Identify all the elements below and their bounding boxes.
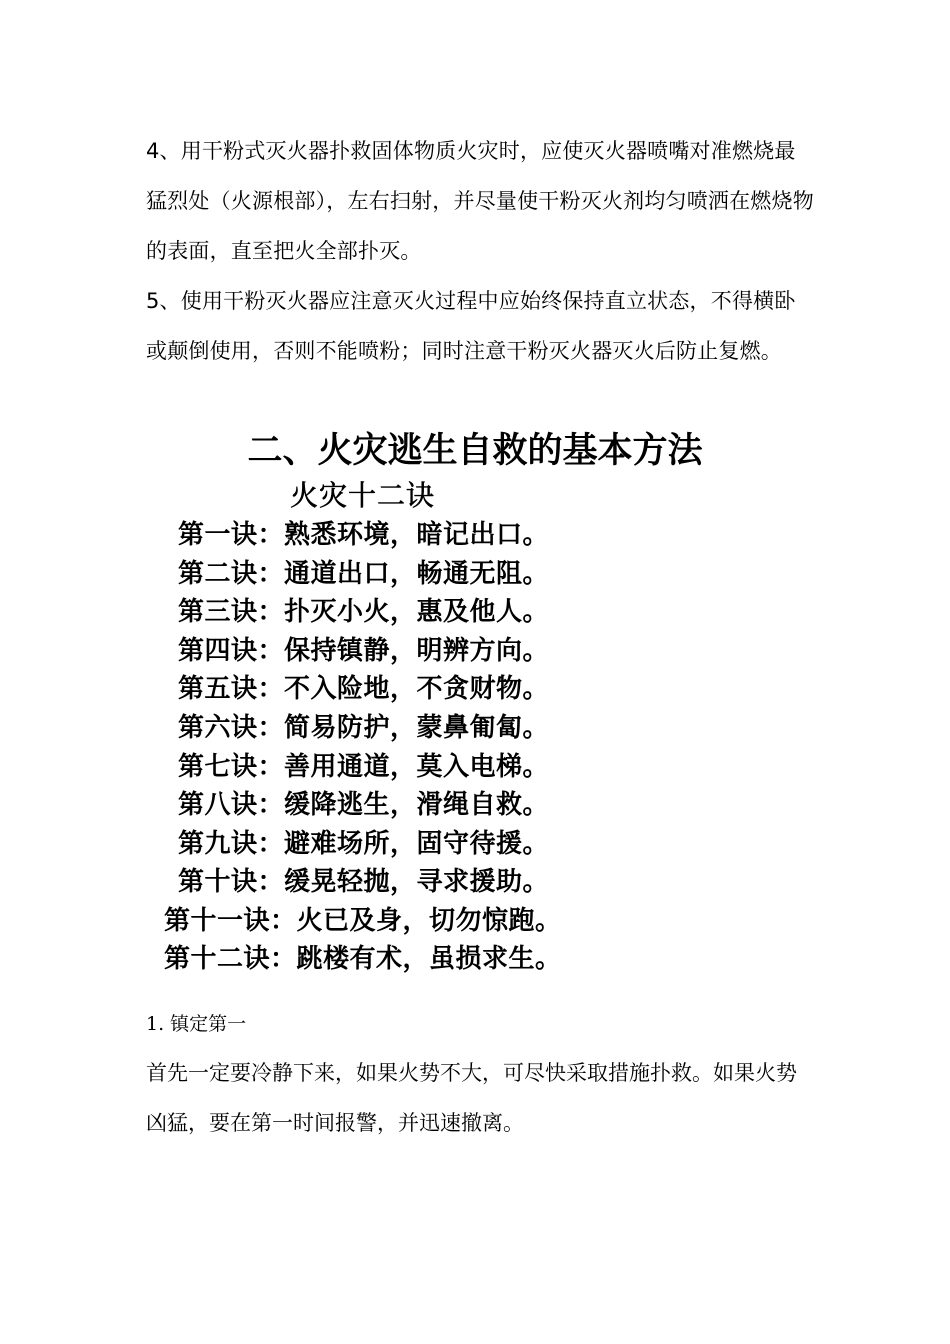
poem-line-6: 第六诀：简易防护，蒙鼻匍匐。: [178, 713, 550, 743]
poem-line-8: 第八诀：缓降逃生，滑绳自救。: [178, 790, 550, 820]
subsection-heading: 1. 镇定第一: [146, 1013, 247, 1035]
poem-line-12: 第十二诀：跳楼有术，虽损求生。: [164, 944, 562, 974]
poem-line-10: 第十诀：缓晃轻抛，寻求援助。: [178, 867, 550, 897]
subsection-body: 首先一定要冷静下来，如果火势不大，可尽快采取措施扑救。如果火势凶猛，要在第一时间报警，并迅速撤离。: [146, 1061, 797, 1135]
poem-line-7: 第七诀：善用通道，莫入电梯。: [178, 752, 550, 782]
poem-line-4: 第四诀：保持镇静，明辨方向。: [178, 636, 550, 666]
poem-line-5: 第五诀：不入险地，不贪财物。: [178, 674, 550, 704]
paragraph-item-4: 4、用干粉式灭火器扑救固体物质火灾时，应使灭火器喷嘴对准燃烧最猛烈处（火源根部），左右扫射，并尽量使干粉灭火剂均匀喷洒在燃烧物的表面，直至把火全部扑灭。: [146, 139, 814, 263]
poem-title: 火灾十二诀: [290, 479, 436, 512]
paragraph-item-5: 5、使用干粉灭火器应注意灭火过程中应始终保持直立状态，不得横卧或颠倒使用，否则不能喷粉；同时注意干粉灭火器灭火后防止复燃。: [146, 289, 796, 363]
poem-line-9: 第九诀：避难场所，固守待援。: [178, 829, 550, 859]
poem-line-1: 第一诀：熟悉环境，暗记出口。: [178, 520, 550, 550]
poem-line-2: 第二诀：通道出口，畅通无阻。: [178, 559, 550, 589]
poem-line-3: 第三诀：扑灭小火，惠及他人。: [178, 597, 550, 627]
section-title: 二、火灾逃生自救的基本方法: [247, 431, 703, 471]
poem-line-11: 第十一诀：火已及身，切勿惊跑。: [164, 906, 562, 936]
